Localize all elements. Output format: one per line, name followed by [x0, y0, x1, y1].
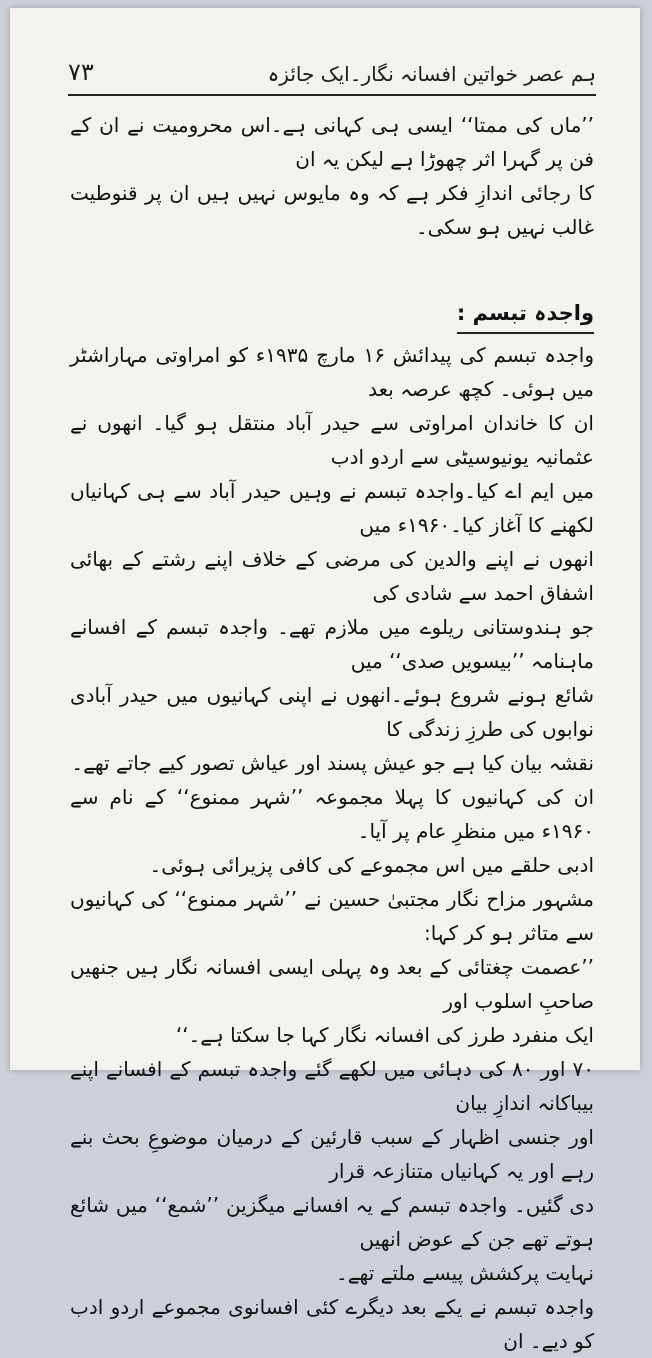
text-line: ۷۰ اور ۸۰ کی دہائی میں لکھے گئے واجدہ تبسم کے افسانے اپنے بیباکانہ اندازِ بیان — [70, 1057, 594, 1115]
text-line: اور جنسی اظہار کے سبب قارئین کے درمیان موضوعِ بحث بنے رہے اور یہ کہانیاں متنازعہ قرار — [70, 1125, 594, 1183]
text-line: میں ایم اے کیا۔واجدہ تبسم نے وہیں حیدر آباد سے ہی کہانیاں لکھنے کا آغاز کیا۔۱۹۶۰ء میں — [70, 479, 594, 537]
text-line: ’’ماں کی ممتا‘‘ ایسی ہی کہانی ہے۔اس محرومیت نے ان کے فن پر گہرا اثر چھوڑا ہے لیکن یہ ان — [70, 113, 594, 171]
running-header-title: ہم عصر خواتین افسانہ نگار۔ایک جائزہ — [267, 62, 596, 86]
text-line: انھوں نے اپنے والدین کی مرضی کے خلاف اپنے رشتے کے بھائی اشفاق احمد سے شادی کی — [70, 547, 594, 605]
text-line: ’’عصمت چغتائی کے بعد وہ پہلی ایسی افسانہ نگار ہیں جنھیں صاحبِ اسلوب اور — [70, 955, 594, 1013]
section-heading-wrap — [70, 298, 594, 338]
paragraph-3 — [70, 1052, 594, 1290]
page-body — [70, 108, 594, 1358]
text-line: شائع ہونے شروع ہوئے۔انھوں نے اپنی کہانیوں میں حیدر آبادی نوابوں کی طرزِ زندگی کا — [70, 683, 594, 741]
text-line: کا رجائی اندازِ فکر ہے کہ وہ مایوس نہیں ہیں ان پر قنوطیت غالب نہیں ہو سکی۔ — [70, 181, 594, 239]
text-line: واجدہ تبسم کی پیدائش ۱۶ مارچ ۱۹۳۵ء کو امراوتی مہاراشٹر میں ہوئی۔ کچھ عرصہ بعد — [70, 343, 595, 401]
text-line: ان کی کہانیوں کا پہلا مجموعہ ’’شہر ممنوع‘‘ کے نام سے ۱۹۶۰ء میں منظرِ عام پر آیا۔ — [70, 785, 594, 843]
text-line: دی گئیں۔ واجدہ تبسم کے یہ افسانے میگزین ’’شمع‘‘ میں شائع ہوتے تھے جن کے عوض انھیں — [70, 1193, 594, 1251]
running-header — [68, 56, 596, 96]
paragraph-2 — [70, 780, 594, 950]
text-line: نقشہ بیان کیا ہے جو عیش پسند اور عیاش تصور کیے جاتے تھے۔ — [71, 751, 594, 775]
header-rule — [68, 94, 596, 96]
text-line: ادبی حلقے میں اس مجموعے کی کافی پزیرائی ہوئی۔ — [149, 853, 594, 877]
quotation — [70, 950, 594, 1052]
text-line: مشہور مزاح نگار مجتبیٰ حسین نے ’’شہر ممنوع‘‘ کی کہانیوں سے متاثر ہو کر کہا: — [70, 887, 594, 945]
page-number: ۷۳ — [68, 58, 94, 86]
section-heading: واجدہ تبسم : — [457, 298, 594, 334]
text-line: واجدہ تبسم نے یکے بعد دیگرے کئی افسانوی مجموعے اردو ادب کو دیے۔ ان — [70, 1295, 594, 1353]
paragraph-4 — [70, 1290, 594, 1358]
text-line: نہایت پرکشش پیسے ملتے تھے۔ — [336, 1261, 594, 1285]
text-line: ان کا خاندان امراوتی سے حیدر آباد منتقل ہو گیا۔ انھوں نے عثمانیہ یونیوسیٹی سے اردو ادب — [70, 411, 594, 469]
paragraph-top — [70, 108, 594, 244]
book-page — [10, 8, 640, 1353]
text-line: جو ہندوستانی ریلوے میں ملازم تھے۔ واجدہ تبسم کے افسانے ماہنامہ ’’بیسویں صدی‘‘ میں — [70, 615, 594, 673]
paragraph-1 — [70, 338, 594, 780]
text-line: ایک منفرد طرز کی افسانہ نگار کہا جا سکتا ہے۔‘‘ — [175, 1023, 594, 1047]
